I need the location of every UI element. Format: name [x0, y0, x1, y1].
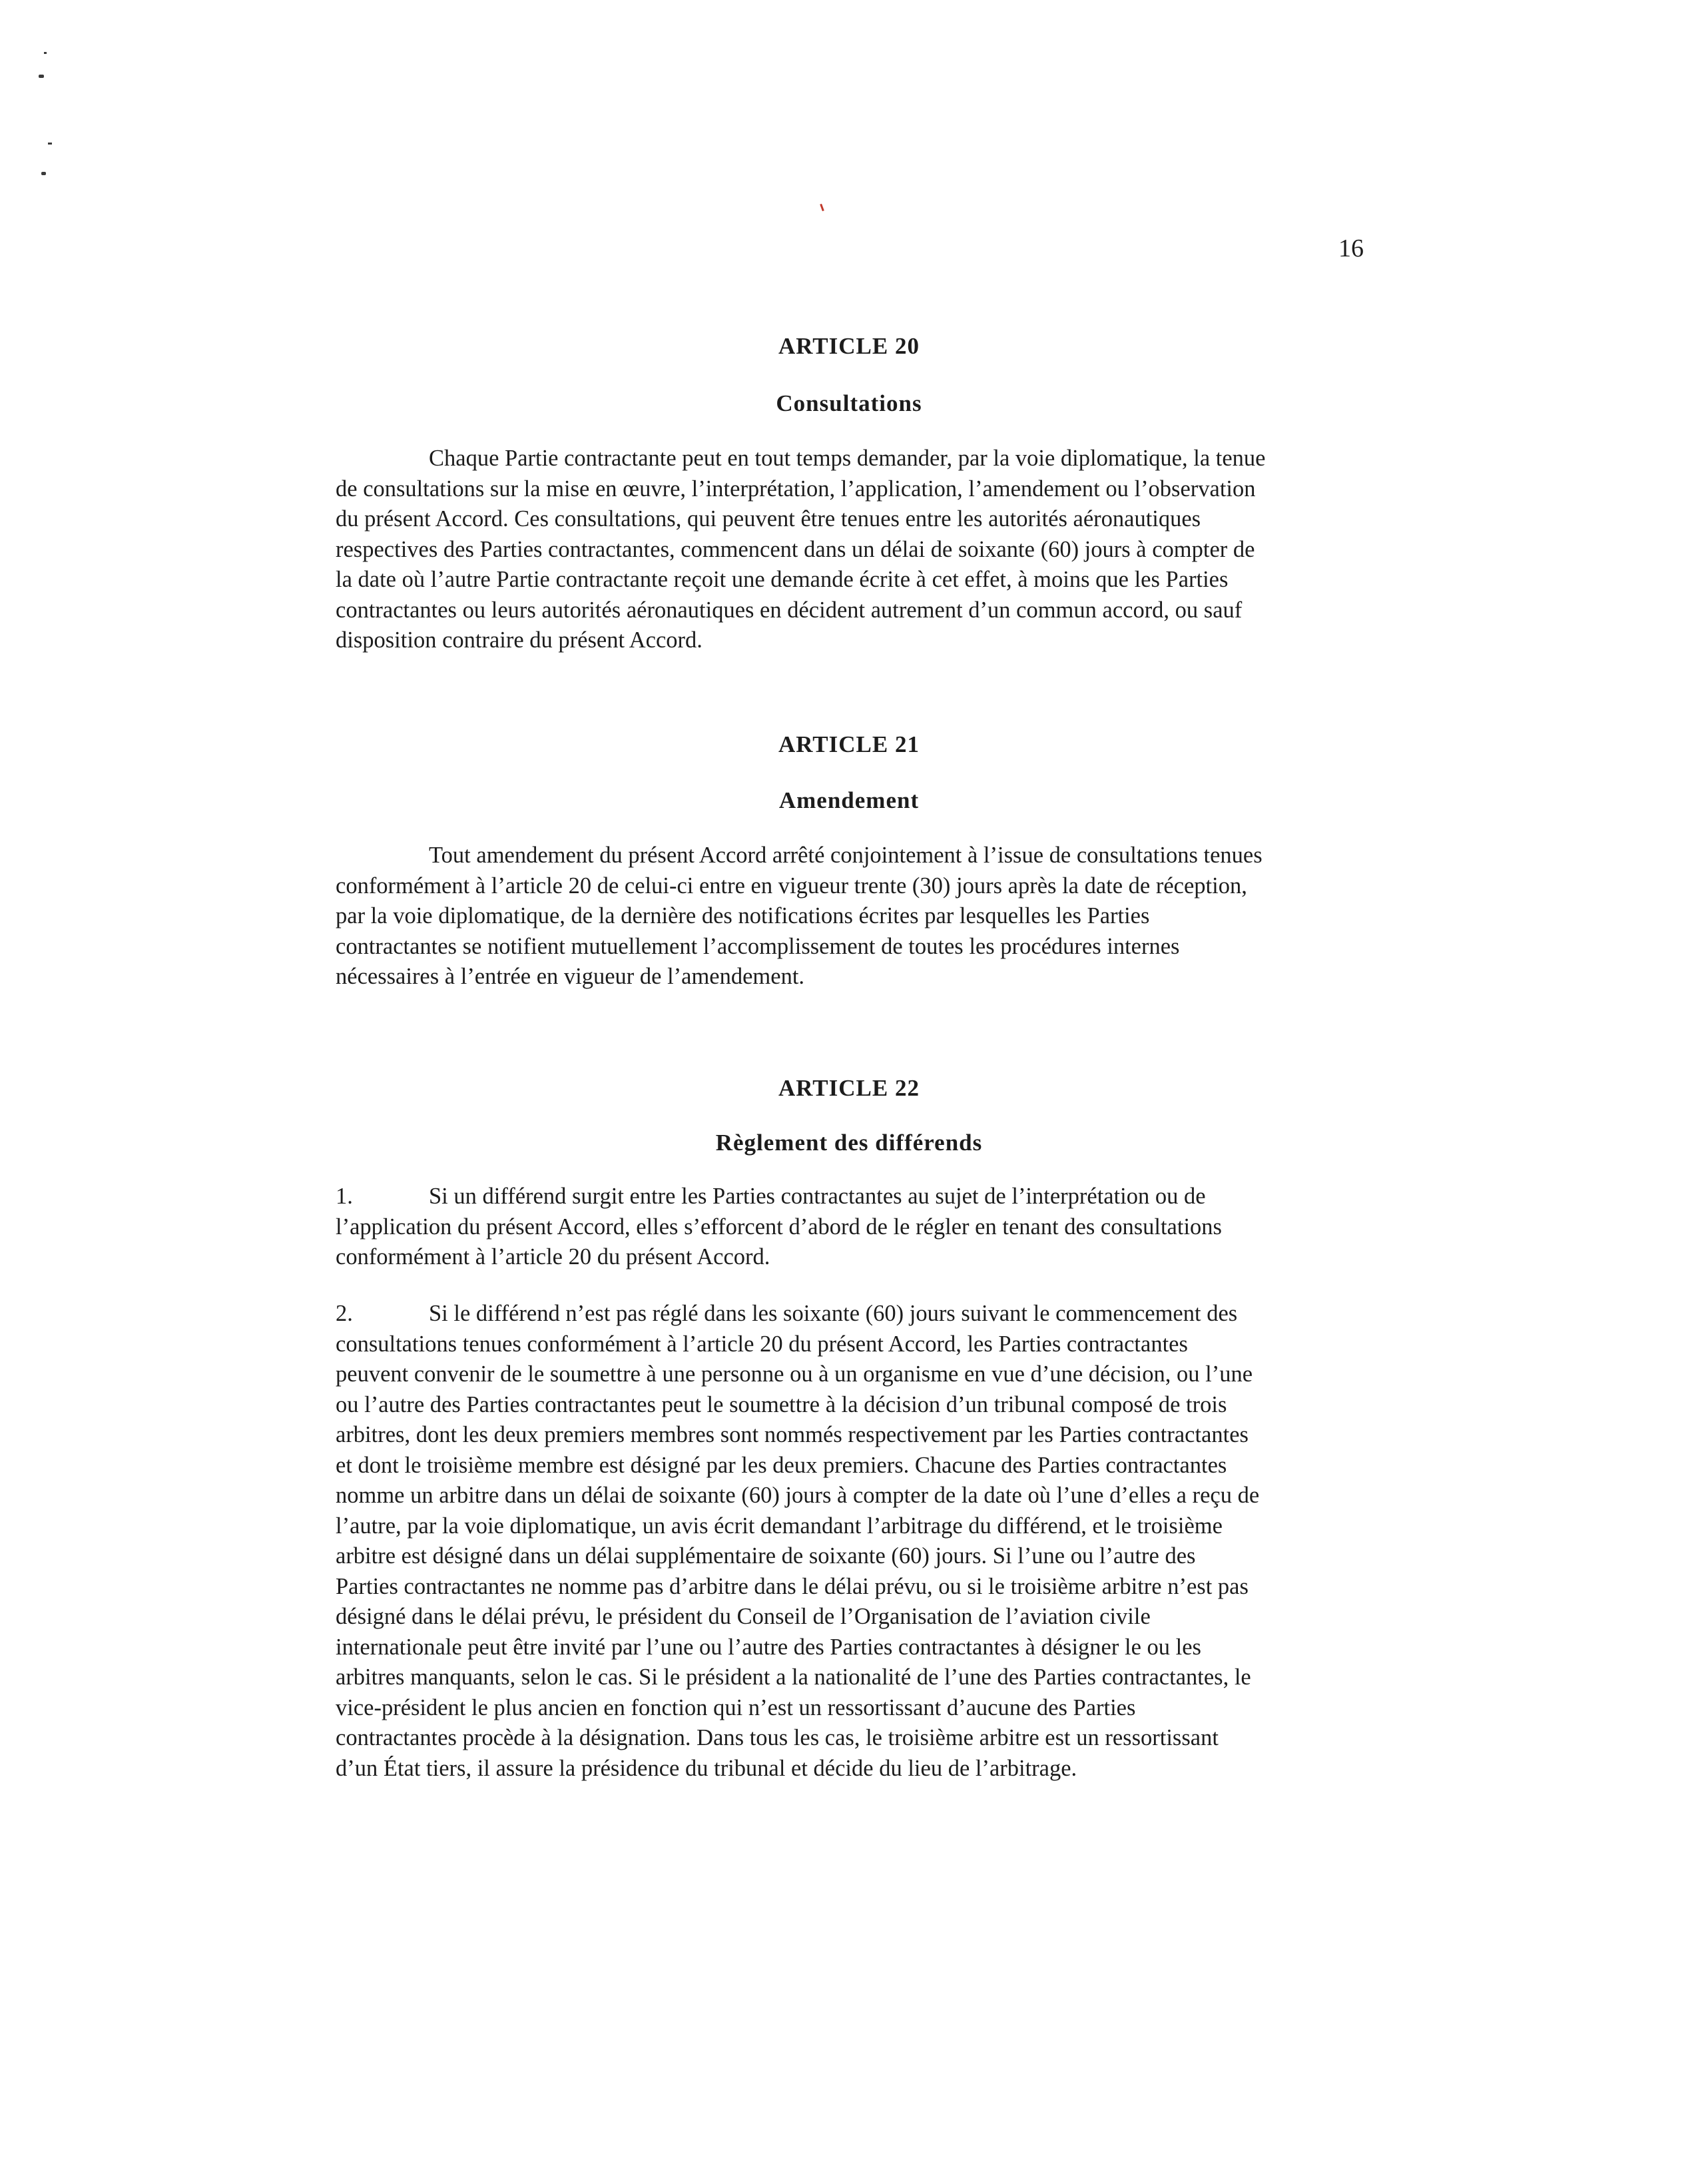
- scan-speck: [39, 75, 44, 78]
- text-line: Chaque Partie contractante peut en tout temps demander, par la voie diplomatique, la tenue: [429, 446, 1266, 471]
- text-line: la date où l’autre Partie contractante reçoit une demande écrite à cet effet, à moins que les Parties: [336, 567, 1229, 592]
- article-21-paragraph: [336, 841, 1378, 992]
- article-20-paragraph: [336, 444, 1378, 656]
- text-line: internationale peut être invité par l’une ou l’autre des Parties contractantes à désigner le ou les: [336, 1634, 1201, 1660]
- text-line: vice-président le plus ancien en fonction qui n’est un ressortissant d’aucune des Parties: [336, 1694, 1136, 1720]
- text-line: contractantes ou leurs autorités aéronautiques en décident autrement d’un commun accord, ou sauf: [336, 597, 1243, 623]
- text-line: de consultations sur la mise en œuvre, l’interprétation, l’application, l’amendement ou l’observation: [336, 476, 1256, 502]
- text-line: conformément à l’article 20 du présent Accord.: [336, 1244, 770, 1270]
- text-line: Tout amendement du présent Accord arrêté conjointement à l’issue de consultations tenues: [429, 843, 1263, 868]
- article-22-title: ARTICLE 22: [778, 1075, 920, 1101]
- article-21-subtitle: Amendement: [778, 787, 920, 813]
- text-line: du présent Accord. Ces consultations, qui peuvent être tenues entre les autorités aéronautiques: [336, 506, 1201, 532]
- article-20-title: ARTICLE 20: [778, 333, 920, 359]
- text-line: disposition contraire du présent Accord.: [336, 627, 703, 653]
- text-line: l’application du présent Accord, elles s’efforcent d’abord de le régler en tenant des consultations: [336, 1214, 1222, 1240]
- text-line: contractantes procède à la désignation. Dans tous les cas, le troisième arbitre est un ressortissant: [336, 1725, 1219, 1750]
- text-line: l’autre, par la voie diplomatique, un avis écrit demandant l’arbitrage du différend, et le troisième: [336, 1513, 1223, 1539]
- text-line: d’un État tiers, il assure la présidence du tribunal et décide du lieu de l’arbitrage.: [336, 1755, 1077, 1781]
- text-line: peuvent convenir de le soumettre à une personne ou à un organisme en vue d’une décision, ou l’une: [336, 1361, 1253, 1387]
- scan-speck: [41, 172, 46, 175]
- text-line: [336, 1182, 1378, 1212]
- article-21-title: ARTICLE 21: [778, 731, 920, 757]
- text-line: consultations tenues conformément à l’article 20 du présent Accord, les Parties contractantes: [336, 1331, 1188, 1357]
- text-line-content: Si un différend surgit entre les Parties contractantes au sujet de l’interprétation ou de: [429, 1184, 1206, 1209]
- text-line: [336, 1299, 1378, 1329]
- text-line: par la voie diplomatique, de la dernière des notifications écrites par lesquelles les Parties: [336, 903, 1150, 928]
- scan-speck: [44, 52, 47, 54]
- article-22-subtitle: Règlement des différends: [715, 1130, 983, 1156]
- text-line: nécessaires à l’entrée en vigueur de l’amendement.: [336, 964, 805, 989]
- page-number: 16: [1338, 234, 1364, 262]
- text-line: respectives des Parties contractantes, commencent dans un délai de soixante (60) jours à compter de: [336, 536, 1255, 562]
- scan-speck: [820, 204, 824, 211]
- text-line: contractantes se notifient mutuellement l’accomplissement de toutes les procédures internes: [336, 933, 1180, 959]
- article-22-paragraph-2: [336, 1299, 1378, 1784]
- text-line: arbitres manquants, selon le cas. Si le président a la nationalité de l’une des Parties contractantes, le: [336, 1664, 1251, 1690]
- article-22-paragraph-1: [336, 1182, 1378, 1273]
- text-line: arbitres, dont les deux premiers membres sont nommés respectivement par les Parties contractantes: [336, 1422, 1249, 1447]
- text-line: Parties contractantes ne nomme pas d’arbitre dans le délai prévu, ou si le troisième arbitre n’est pas: [336, 1573, 1249, 1599]
- paragraph-number: 1.: [336, 1184, 353, 1209]
- text-line: conformément à l’article 20 de celui-ci entre en vigueur trente (30) jours après la date de réception,: [336, 873, 1247, 899]
- text-line-content: Si le différend n’est pas réglé dans les soixante (60) jours suivant le commencement des: [429, 1301, 1238, 1326]
- scan-speck: [48, 143, 52, 145]
- paragraph-number: 2.: [336, 1301, 353, 1326]
- text-line: et dont le troisième membre est désigné par les deux premiers. Chacune des Parties contractantes: [336, 1452, 1227, 1478]
- text-line: arbitre est désigné dans un délai supplémentaire de soixante (60) jours. Si l’une ou l’autre des: [336, 1543, 1196, 1569]
- text-line: nomme un arbitre dans un délai de soixante (60) jours à compter de la date où l’une d’elles a reçu de: [336, 1483, 1260, 1508]
- article-20-subtitle: Consultations: [776, 390, 922, 416]
- text-line: désigné dans le délai prévu, le président du Conseil de l’Organisation de l’aviation civile: [336, 1604, 1151, 1629]
- text-line: ou l’autre des Parties contractantes peut le soumettre à la décision d’un tribunal composé de trois: [336, 1391, 1227, 1417]
